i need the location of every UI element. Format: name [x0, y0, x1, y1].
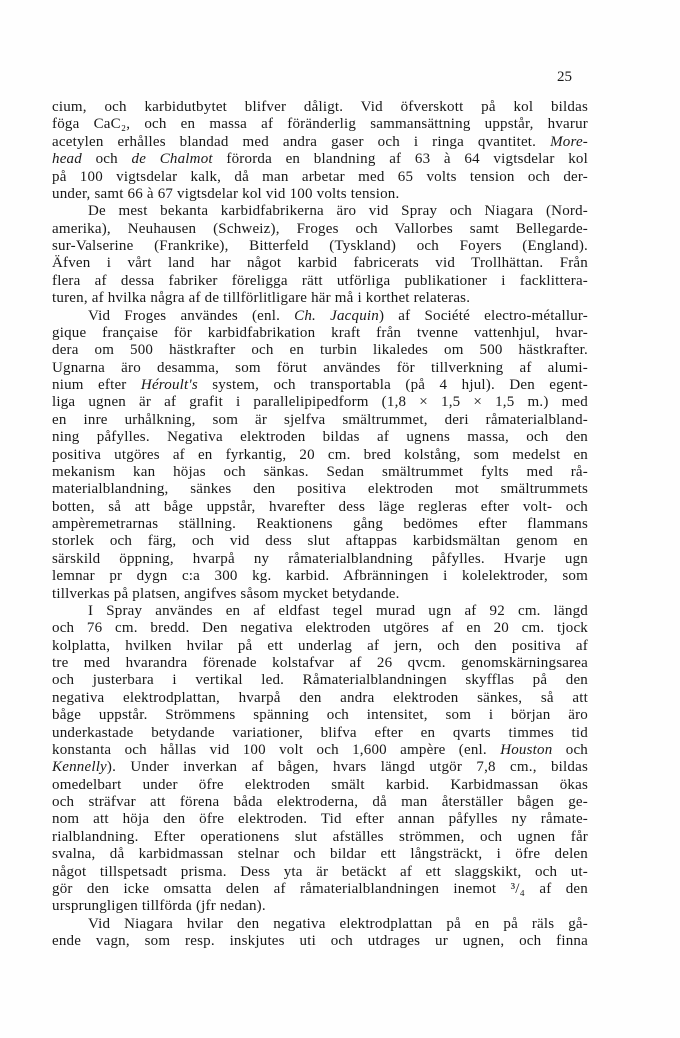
paragraph	[52, 308, 588, 603]
text-line	[52, 116, 588, 133]
text-line	[52, 429, 588, 446]
text-line	[52, 273, 588, 290]
text-line	[52, 655, 588, 672]
text-line	[52, 672, 588, 689]
text-line	[52, 360, 588, 377]
text-segment: lemnar pr dygn c:a 300 kg. karbid. Afbränningen i kolelektroder, som	[52, 568, 588, 585]
text-segment: botten, så att båge uppstår, hvarefter dess läge regleras efter volt- och	[52, 498, 588, 515]
text-line	[52, 255, 588, 272]
text-segment: I Spray användes en af eldfast tegel murad ugn af 92 cm. längd	[88, 602, 588, 619]
text-segment: förorda en blandning af 63 à 64 vigtsdelar kol	[212, 151, 588, 168]
text-segment: sur-Valserine (Frankrike), Bitterfeld (Tyskland) och Foyers (England).	[52, 238, 588, 254]
text-line	[52, 707, 588, 724]
text-line	[52, 846, 588, 863]
text-segment: liga ugnen är af grafit i parallelipipedform (1,8 × 1,5 × 1,5 m.) med	[52, 394, 588, 411]
text-segment: acetylen erhålles blandad med andra gaser och i ringa qvantitet.	[52, 133, 551, 150]
page-number: 25	[557, 69, 572, 85]
text-line	[52, 933, 588, 950]
text-line	[52, 829, 588, 846]
text-line	[52, 811, 588, 828]
text-segment: underkastade betydande variationer, blifva efter en qvarts timmes tid	[52, 724, 588, 741]
text-segment: Vid Niagara hvilar den negativa elektrodplattan på en på räls gå-	[88, 915, 588, 932]
text-segment: föga CaC₂, och en massa af föränderlig sammansättning uppstår, hvarur	[52, 116, 588, 133]
text-line	[52, 169, 588, 186]
text-segment: turen, af hvilka några af de tillförlitligare här må i korthet relateras.	[52, 290, 471, 307]
text-segment: ). Under inverkan af bågen, hvars längd utgör 7,8 cm., bildas	[106, 759, 588, 776]
text-segment: något tillspetsadt prisma. Dess yta är betäckt af ett slaggskikt, och ut-	[52, 863, 588, 880]
text-segment: båge uppstår. Strömmens spänning och intensitet, som i början äro	[52, 707, 588, 724]
text-segment: negativa elektrodplattan, hvarpå den andra elektroden sänkes, så att	[52, 689, 588, 706]
text-segment: och justerbara i vertikal led. Råmaterialblandningen skyfflas på den	[52, 672, 588, 689]
text-line	[52, 742, 588, 759]
italic-text: de Chalmot	[131, 151, 213, 168]
text-line	[52, 481, 588, 498]
text-line	[52, 412, 588, 429]
text-segment: ursprungligen tillförda (jfr nedan).	[52, 898, 266, 915]
text-line	[52, 638, 588, 655]
text-segment: under, samt 66 à 67 vigtsdelar kol vid 100 volts tension.	[52, 185, 400, 202]
text-segment: flera af dessa fabriker föreligga rätt utförliga publikationer i facklittera-	[52, 272, 588, 289]
text-line	[52, 99, 588, 116]
text-line	[52, 533, 588, 550]
text-line	[52, 238, 588, 255]
text-segment: och	[552, 741, 588, 758]
text-line	[52, 916, 588, 933]
text-segment: kolplatta, hvilken hvilar på ett underlag af jern, och den positiva af	[52, 637, 588, 654]
text-segment: ampèremetrarnas ställning. Reaktionens gång bedömes efter flammans	[52, 516, 588, 532]
text-line	[52, 603, 588, 620]
text-line	[52, 551, 588, 568]
paragraph	[52, 203, 588, 307]
text-line	[52, 394, 588, 411]
text-line	[52, 690, 588, 707]
text-segment: ende vagn, som resp. inskjutes uti och utdrages ur ugnen, och finna	[52, 933, 588, 949]
text-segment: storlek och färg, och vid dess slut aftappas karbidsmältan genom en	[52, 533, 588, 550]
text-line	[52, 447, 588, 464]
text-line	[52, 777, 588, 794]
text-line	[52, 186, 588, 203]
text-segment: amerika), Neuhausen (Schweiz), Froges och Vallorbes samt Bellegarde-	[52, 220, 588, 237]
text-line	[52, 134, 588, 151]
text-segment: ning påfylles. Negativa elektroden bildas af ugnens massa, och den	[52, 429, 588, 446]
text-segment: mekanism kan höjas och sänkas. Sedan smältrummet fylts med rå-	[52, 463, 588, 480]
text-segment: en inre urhålkning, som är sjelfva smältrummet, deri råmaterialbland-	[52, 411, 588, 428]
text-line	[52, 898, 588, 915]
italic-text: Houston	[500, 741, 553, 758]
text-line	[52, 759, 588, 776]
text-line	[52, 290, 588, 307]
text-segment: konstanta och hållas vid 100 volt och 1,600 ampère (enl.	[52, 741, 501, 758]
text-segment: nom att höja den öfre elektroden. Tid efter annan påfylles ny råmate-	[52, 811, 588, 828]
text-line	[52, 377, 588, 394]
paragraph	[52, 916, 588, 951]
text-line	[52, 499, 588, 516]
italic-text: Héroult's	[140, 377, 198, 393]
text-line	[52, 203, 588, 220]
text-segment: tre med hvarandra förenade kolstafvar af 26 qvcm. genomskärningsarea	[52, 655, 588, 671]
text-line	[52, 881, 588, 898]
text-segment: och	[81, 151, 132, 168]
text-segment: och 76 cm. bredd. Den negativa elektroden utgöres af en 20 cm. tjock	[52, 620, 588, 637]
paragraph	[52, 99, 588, 203]
text-segment: särskild öppning, hvarpå ny råmaterialblandning påfylles. Hvarje ugn	[52, 550, 588, 567]
text-segment: De mest bekanta karbidfabrikerna äro vid Spray och Niagara (Nord-	[88, 203, 588, 220]
text-segment: svalna, då karbidmassan stelnar och bildar ett långsträckt, i öfre delen	[52, 846, 588, 863]
text-segment: rialblandning. Efter operationens slut afställes strömmen, och ugnen får	[52, 828, 588, 845]
paragraph	[52, 603, 588, 916]
text-line	[52, 308, 588, 325]
italic-text: head	[52, 151, 82, 168]
text-segment: Vid Froges användes (enl.	[88, 307, 295, 324]
italic-text: More-	[550, 133, 588, 150]
text-segment: system, och transportabla (på 4 hjul). Den egent-	[197, 377, 588, 393]
text-line	[52, 325, 588, 342]
text-segment: Äfven i vårt land har något karbid fabricerats vid Trollhättan. Från	[52, 255, 588, 272]
text-line	[52, 864, 588, 881]
text-line	[52, 568, 588, 585]
text-segment: cium, och karbidutbytet blifver dåligt. Vid öfverskott på kol bildas	[52, 99, 588, 115]
text-segment: Ugnarna äro desamma, som förut användes för tillverkning af alumi-	[52, 359, 588, 376]
text-line	[52, 586, 588, 603]
text-line	[52, 221, 588, 238]
text-segment: och sträfvar att förena båda elektroderna, då man återställer bågen ge-	[52, 794, 588, 810]
text-line	[52, 151, 588, 168]
text-segment: tillverkas på platsen, angifves såsom mycket betydande.	[52, 585, 400, 602]
text-segment: gör den icke omsatta delen af råmaterialblandningen inemot ³/₄ af den	[52, 880, 588, 897]
text-segment: på 100 vigtsdelar kalk, då man arbetar med 65 volts tension och der-	[52, 168, 588, 185]
text-line	[52, 342, 588, 359]
text-line	[52, 725, 588, 742]
text-line	[52, 516, 588, 533]
text-segment: nium efter	[52, 377, 141, 393]
text-segment: omedelbart under öfre elektroden smält karbid. Karbidmassan ökas	[52, 776, 588, 793]
text-block	[52, 99, 588, 950]
text-line	[52, 620, 588, 637]
text-line	[52, 794, 588, 811]
text-segment: materialblandning, sänkes den positiva elektroden mot smältrummets	[52, 481, 588, 498]
text-segment: ) af Société electro-métallur-	[379, 307, 588, 324]
text-segment: dera om 500 hästkrafter och en turbin likaledes om 500 hästkrafter.	[52, 342, 588, 359]
italic-text: Ch. Jacquin	[294, 307, 379, 324]
text-segment: gique française för karbidfabrikation kraft från tvenne vattenhjul, hvar-	[52, 324, 588, 341]
text-line	[52, 464, 588, 481]
text-segment: positiva utgöres af en fyrkantig, 20 cm. bred kolstång, som medelst en	[52, 446, 588, 463]
italic-text: Kennelly	[52, 759, 107, 776]
